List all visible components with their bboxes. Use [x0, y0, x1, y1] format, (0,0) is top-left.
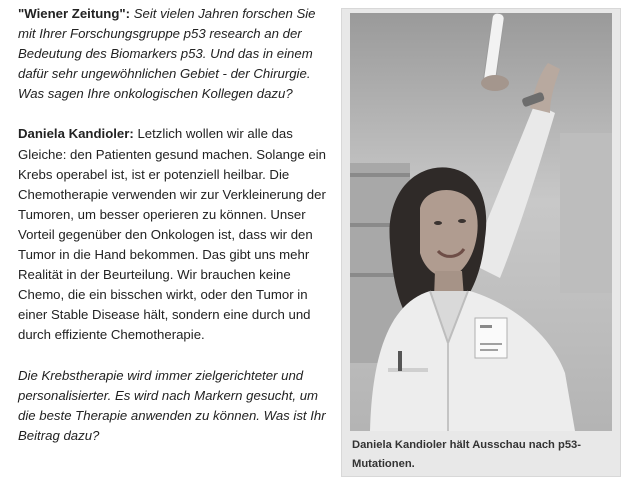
- interview-answer-1: [18, 124, 328, 345]
- speaker-label-kandioler: Daniela Kandioler:: [18, 126, 134, 142]
- question-text-2: Die Krebstherapie wird immer zielgerichteter und personalisierter. Es wird nach Markern gesucht, um die beste Therapie anwenden zu können. Was ist Ihr Beitrag dazu?: [18, 367, 326, 443]
- interview-question-2: [18, 366, 328, 446]
- photo-illustration: [350, 13, 612, 431]
- question-text-1: Seit vielen Jahren forschen Sie mit Ihrer Forschungsgruppe p53 research an der Bedeutung des Biomarkers p53. Und das in einem dafür sehr ungewöhnlichen Gebiet - der Chirurgie. Was sagen Ihre onkologischen Kollegen dazu?: [18, 6, 316, 102]
- photo-figure: [341, 8, 621, 477]
- interview-question-1: [18, 4, 328, 104]
- answer-text-1: Letzlich wollen wir alle das Gleiche: den Patienten gesund machen. Solange ein Krebs operabel ist, ist er potenziell heilbar. Die Chemotherapie verwenden wir zur Verkleinerung der Tumoren, um besser operieren zu können. Unser Vorteil gegenüber den Onkologen ist, dass wir den Tumor in die Hand bekommen. Das gibt uns mehr Realität in der Beurteilung. Wir brauchen keine Chemo, die ein bisschen wirkt, oder den Tumor in einer Stable Disease hält, sondern eine durch und durch effiziente Chemotherapie.: [18, 126, 326, 343]
- portrait-photo: [350, 13, 612, 431]
- article-body: [18, 4, 328, 466]
- photo-caption: Daniela Kandioler hält Ausschau nach p53-Mutationen.: [352, 439, 581, 470]
- speaker-label-wiener-zeitung: "Wiener Zeitung":: [18, 6, 131, 21]
